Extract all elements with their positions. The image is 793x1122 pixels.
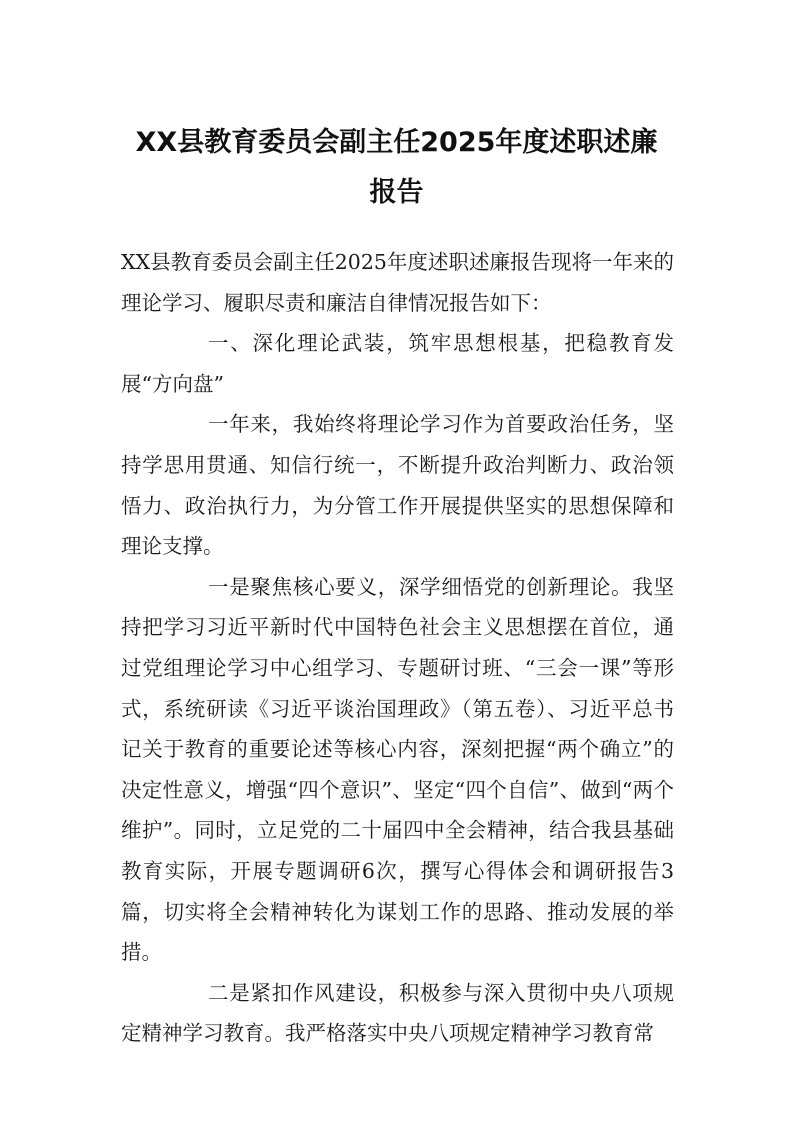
section-heading-1: 一、深化理论武装，筑牢思想根基，把稳教育发展“方向盘” [121,331,674,396]
body-paragraph: 一年来，我始终将理论学习作为首要政治任务，坚持学思用贯通、知信行统一，不断提升政治判断力、政治领悟力、政治执行力，为分管工作开展提供坚实的思想保障和理论支撑。 [121,412,674,559]
title-line-1: XX县教育委员会副主任2025年度述职述廉 [135,127,658,158]
title-line-2: 报告 [369,177,424,208]
intro-paragraph: XX县教育委员会副主任2025年度述职述廉报告现将一年来的理论学习、履职尽责和廉洁自律情况报告如下： [121,250,674,315]
document-body [121,242,674,1054]
body-paragraph: 一是聚焦核心要义，深学细悟党的创新理论。我坚持把学习习近平新时代中国特色社会主义思想摆在首位，通过党组理论学习中心组学习、专题研讨班、“三会一课”等形式，系统研读《习近平谈治国理政》（第五卷）、习近平总书记关于教育的重要论述等核心内容，深刻把握“两个确立”的决定性意义，增强“四个意识”、坚定“四个自信”、做到“两个维护”。同时，立足党的二十届四中全会精神，结合我县基础教育实际，开展专题调研6次，撰写心得体会和调研报告3篇，切实将全会精神转化为谋划工作的思路、推动发展的举措。 [121,574,674,965]
body-paragraph: 二是紧扣作风建设，积极参与深入贯彻中央八项规定精神学习教育。我严格落实中央八项规定精神学习教育常 [121,980,674,1046]
document-title [100,118,693,218]
